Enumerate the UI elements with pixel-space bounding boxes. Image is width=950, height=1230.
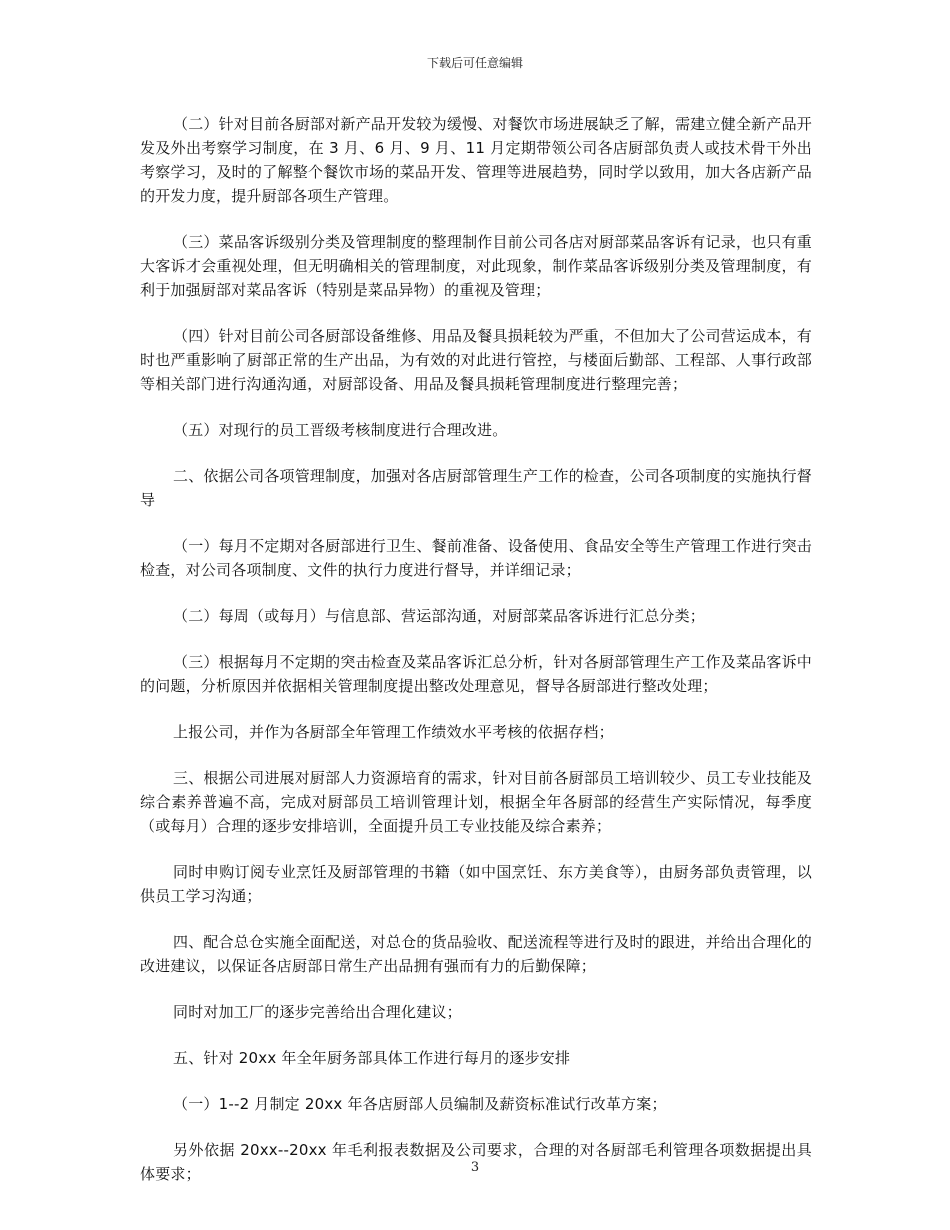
paragraph: 上报公司，并作为各厨部全年管理工作绩效水平考核的依据存档； [173, 723, 614, 741]
paragraph: （三）菜品客诉级别分类及管理制度的整理制作目前公司各店对厨部菜品客诉有记录，也只有重大客诉才会重视处理，但无明确相关的管理制度，对此现象，制作菜品客诉级别分类及管理制度，有利于加强厨部对菜品客诉（特别是菜品异物）的重视及管理； [140, 233, 812, 299]
paragraph: 另外依据 20xx--20xx 年毛利报表数据及公司要求，合理的对各厨部毛利管理各项数据提出具体要求； [140, 1141, 812, 1183]
paragraph: （二）每周（或每月）与信息部、营运部沟通，对厨部菜品客诉进行汇总分类； [173, 607, 706, 625]
page-number: 3 [470, 1160, 480, 1175]
document-body [140, 112, 812, 1208]
page-header: 下载后可任意编辑 [426, 56, 523, 70]
paragraph: 二、依据公司各项管理制度，加强对各店厨部管理生产工作的检查，公司各项制度的实施执行督导 [140, 467, 812, 509]
paragraph: （四）针对目前公司各厨部设备维修、用品及餐具损耗较为严重，不但加大了公司营运成本，有时也严重影响了厨部正常的生产出品，为有效的对此进行管控，与楼面后勤部、工程部、人事行政部等相关部门进行沟通沟通，对厨部设备、用品及餐具损耗管理制度进行整理完善； [140, 327, 812, 393]
paragraph: （二）针对目前各厨部对新产品开发较为缓慢、对餐饮市场进展缺乏了解，需建立健全新产品开发及外出考察学习制度，在 3 月、6 月、9 月、11 月定期带领公司各店厨部负责人或技术骨干外出考察学习，及时的了解整个餐饮市场的菜品开发、管理等进展趋势，同时学以致用，加大各店新产品的开发力度，提升厨部各项生产管理。 [140, 115, 812, 205]
paragraph: （一）每月不定期对各厨部进行卫生、餐前准备、设备使用、食品安全等生产管理工作进行突击检查，对公司各项制度、文件的执行力度进行督导，并详细记录； [140, 537, 812, 579]
paragraph: 同时申购订阅专业烹饪及厨部管理的书籍（如中国烹饪、东方美食等），由厨务部负责管理，以供员工学习沟通； [140, 863, 812, 905]
paragraph: （三）根据每月不定期的突击检查及菜品客诉汇总分析，针对各厨部管理生产工作及菜品客诉中的问题，分析原因并依据相关管理制度提出整改处理意见，督导各厨部进行整改处理； [140, 653, 812, 695]
paragraph: 四、配合总仓实施全面配送，对总仓的货品验收、配送流程等进行及时的跟进，并给出合理化的改进建议，以保证各店厨部日常生产出品拥有强而有力的后勤保障； [140, 933, 812, 975]
paragraph: 五、针对 20xx 年全年厨务部具体工作进行每月的逐步安排 [173, 1049, 571, 1067]
paragraph: （五）对现行的员工晋级考核制度进行合理改进。 [173, 421, 508, 439]
paragraph: （一）1--2 月制定 20xx 年各店厨部人员编制及薪资标准试行改革方案； [173, 1095, 667, 1113]
paragraph: 同时对加工厂的逐步完善给出合理化建议； [173, 1003, 462, 1021]
paragraph: 三、根据公司进展对厨部人力资源培育的需求，针对目前各厨部员工培训较少、员工专业技能及综合素养普遍不高，完成对厨部员工培训管理计划，根据全年各厨部的经营生产实际情况，每季度（或每月）合理的逐步安排培训，全面提升员工专业技能及综合素养； [140, 769, 812, 835]
